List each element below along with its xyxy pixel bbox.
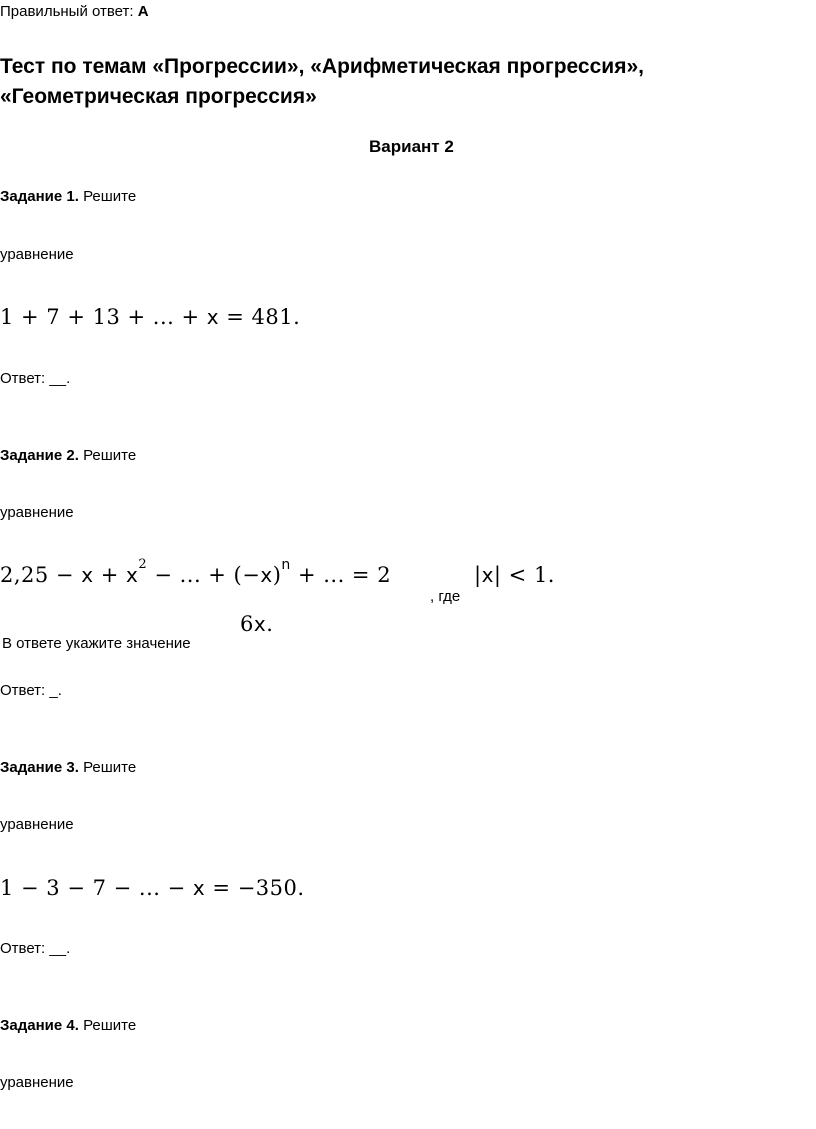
task-2-eq-part-e: + ... = 2 [290,563,392,587]
task-3-equation-var: x [192,876,206,900]
page-title [0,52,644,112]
task-4-text: Решите [78,1017,137,1034]
task-4-heading [0,1017,136,1034]
task-3-text-2: уравнение [0,816,74,833]
task-3-label: Задание 3. [0,759,79,776]
correct-answer-label: Правильный ответ: [0,3,138,20]
task-2-eq-part-d: ) [272,563,282,587]
correct-answer-value: A [137,3,149,20]
correct-answer-line [0,3,149,20]
task-2-cond-tail: | < 1. [493,563,555,587]
task-3-heading [0,759,136,776]
task-2-answer: Ответ: _. [0,682,62,699]
task-2-cond-bar-left: | [474,563,482,587]
task-3-answer: Ответ: __. [0,940,71,957]
page-title-line-1: Тест по темам «Прогрессии», «Арифметическая прогрессия», [0,55,644,78]
task-1-answer: Ответ: __. [0,370,71,387]
task-1-equation [0,305,300,329]
task-1-equation-right: = 481. [219,305,301,329]
variant-heading: Вариант 2 [369,137,454,156]
task-2-hint-value-var: x [253,612,267,636]
task-2-label: Задание 2. [0,447,79,464]
task-2-equation [0,557,392,587]
task-2-eq-part-a: 2,25 − [0,563,82,587]
task-3-equation [0,876,305,900]
task-2-text-2: уравнение [0,504,74,521]
task-2-heading [0,447,136,464]
task-1-equation-var: x [206,305,220,329]
task-1-heading [0,188,136,205]
task-2-where: , где [430,588,461,605]
task-2-eq-var-1: x [81,563,94,587]
task-2-eq-part-b: + [93,563,127,587]
task-2-eq-var-3: x [260,563,273,587]
task-1-equation-left: 1 + 7 + 13 + ... + [0,305,207,329]
task-3-equation-right: = −350. [205,876,305,900]
task-1-text: Решите [78,188,137,205]
task-3-text: Решите [78,759,137,776]
task-2-eq-part-c: − ... + (− [147,563,261,587]
task-2-eq-var-2: x [126,563,139,587]
task-4-text-2: уравнение [0,1074,74,1091]
task-2-hint-value-dot: . [266,612,274,636]
task-1-text-2: уравнение [0,246,74,263]
task-2-hint: В ответе укажите значение [2,635,191,652]
task-2-condition [474,563,555,587]
page-title-line-2: «Геометрическая прогрессия» [0,85,317,108]
task-2-eq-exponent-n: n [281,557,291,573]
task-2-text: Решите [78,447,137,464]
task-3-equation-left: 1 − 3 − 7 − ... − [0,876,193,900]
task-2-hint-value-number: 6 [240,612,254,636]
task-2-cond-var: x [481,563,494,587]
task-4-label: Задание 4. [0,1017,79,1034]
task-2-eq-exponent-2: 2 [138,557,148,572]
task-1-label: Задание 1. [0,188,79,205]
task-2-hint-value [240,612,273,636]
